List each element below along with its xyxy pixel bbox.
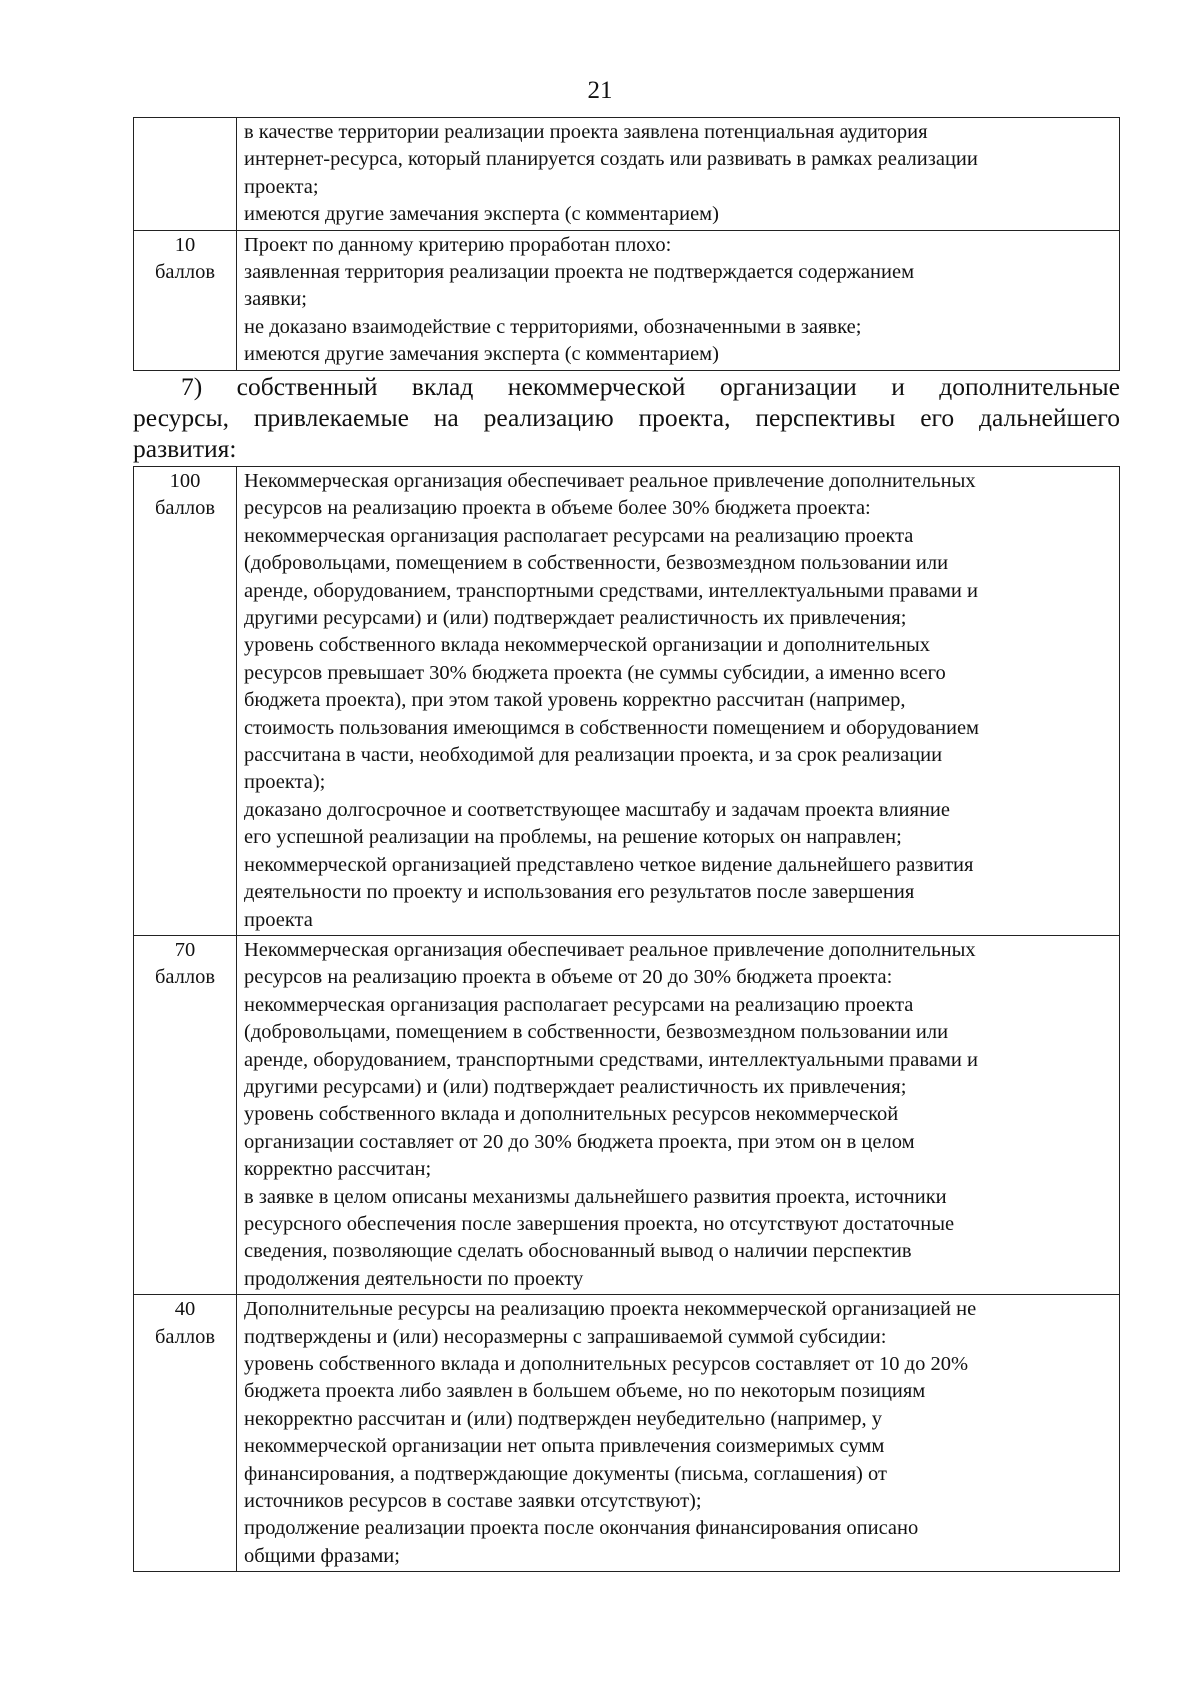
description-line: в качестве территории реализации проекта заявлена потенциальная аудитория — [244, 121, 928, 143]
description-cell — [237, 935, 1120, 1294]
criterion-heading-line: 7) собственный вклад некоммерческой организации и дополнительные — [181, 372, 1120, 401]
criteria-row — [134, 467, 1120, 936]
description-cell — [237, 1295, 1120, 1572]
description-line: Некоммерческая организация обеспечивает реальное привлечение дополнительных — [244, 938, 976, 961]
description-line: другими ресурсами) и (или) подтверждает реалистичность их привлечения; — [244, 1075, 907, 1098]
description-line: источников ресурсов в составе заявки отсутствуют); — [244, 1490, 702, 1513]
description-line: бюджета проекта), при этом такой уровень корректно рассчитан (например, — [244, 689, 906, 712]
score-cell — [134, 1295, 237, 1572]
description-line: корректно рассчитан; — [244, 1158, 432, 1181]
description-line: стоимость пользования имеющимся в собственности помещением и оборудованием — [244, 716, 980, 739]
description-line: уровень собственного вклада некоммерческой организации и дополнительных — [244, 634, 931, 657]
description-line: имеются другие замечания эксперта (с комментарием) — [244, 203, 719, 226]
criteria-row — [134, 935, 1120, 1294]
score-unit: баллов — [154, 497, 216, 520]
description-line: рассчитана в части, необходимой для реализации проекта, и за срок реализации — [244, 744, 943, 767]
score-value: 70 — [174, 938, 196, 961]
description-line: общими фразами; — [244, 1544, 400, 1567]
description-line: аренде, оборудованием, транспортными средствами, интеллектуальными правами и — [244, 1048, 978, 1071]
description-line: бюджета проекта либо заявлен в большем объеме, но по некоторым позициям — [244, 1380, 926, 1403]
description-line: продолжения деятельности по проекту — [244, 1267, 584, 1290]
description-line: имеются другие замечания эксперта (с комментарием) — [244, 343, 719, 366]
description-line: некоммерческая организация располагает ресурсами на реализацию проекта — [244, 524, 914, 547]
description-line: сведения, позволяющие сделать обоснованный вывод о наличии перспектив — [244, 1240, 912, 1263]
criterion-heading-line: ресурсы, привлекаемые на реализацию проекта, перспективы его дальнейшего — [133, 403, 1120, 432]
score-cell — [134, 467, 237, 936]
description-line: ресурсов на реализацию проекта в объеме более 30% бюджета проекта: — [244, 497, 871, 520]
description-line: заявки; — [244, 288, 307, 311]
description-line: ресурсов на реализацию проекта в объеме от 20 до 30% бюджета проекта: — [244, 966, 893, 989]
score-value: 40 — [174, 1298, 196, 1321]
description-line: финансирования, а подтверждающие документы (письма, соглашения) от — [244, 1462, 887, 1485]
description-line: проекта); — [244, 771, 326, 794]
description-line: некоммерческая организация располагает ресурсами на реализацию проекта — [244, 993, 914, 1016]
description-line: организации составляет от 20 до 30% бюджета проекта, при этом он в целом — [244, 1130, 915, 1153]
score-unit: баллов — [154, 1325, 216, 1348]
page-number: 21 — [587, 77, 613, 104]
description-line: некорректно рассчитан и (или) подтвержден неубедительно (например, у — [244, 1407, 882, 1430]
score-unit: баллов — [154, 966, 216, 989]
description-line: (добровольцами, помещением в собственности, безвозмездном пользовании или — [244, 552, 949, 575]
description-line: продолжение реализации проекта после окончания финансирования описано — [244, 1517, 919, 1540]
description-line: (добровольцами, помещением в собственности, безвозмездном пользовании или — [244, 1021, 949, 1044]
score-value: 10 — [174, 233, 196, 256]
description-line: уровень собственного вклада и дополнительных ресурсов некоммерческой — [244, 1103, 899, 1126]
criterion-7-heading — [133, 371, 1120, 464]
criterion-heading-line: развития: — [133, 434, 237, 463]
criteria-row — [134, 118, 1120, 231]
description-line: интернет-ресурса, который планируется создать или развивать в рамках реализации — [244, 148, 978, 171]
score-cell — [134, 118, 237, 231]
description-line: уровень собственного вклада и дополнительных ресурсов составляет от 10 до 20% — [244, 1353, 969, 1375]
description-cell — [237, 230, 1120, 370]
description-line: проекта; — [244, 175, 319, 198]
criteria-row — [134, 1295, 1120, 1572]
description-line: Проект по данному критерию проработан плохо: — [244, 233, 672, 256]
criteria-table-7 — [133, 466, 1120, 1572]
description-line: проекта — [244, 908, 313, 931]
description-line: ресурсного обеспечения после завершения проекта, но отсутствуют достаточные — [244, 1212, 955, 1235]
description-line: не доказано взаимодействие с территориями, обозначенными в заявке; — [244, 315, 862, 338]
score-cell — [134, 230, 237, 370]
description-line: ресурсов превышает 30% бюджета проекта (не суммы субсидии, а именно всего — [244, 661, 946, 684]
description-line: заявленная территория реализации проекта не подтверждается содержанием — [244, 261, 915, 284]
description-line: некоммерческой организации нет опыта привлечения соизмеримых сумм — [244, 1435, 885, 1458]
description-line: его успешной реализации на проблемы, на решение которых он направлен; — [244, 826, 902, 849]
description-line: Дополнительные ресурсы на реализацию проекта некоммерческой организацией не — [244, 1298, 977, 1321]
description-line: подтверждены и (или) несоразмерны с запрашиваемой суммой субсидии: — [244, 1325, 887, 1348]
criteria-table-continued — [133, 117, 1120, 371]
score-value: 100 — [169, 470, 201, 492]
score-cell — [134, 935, 237, 1294]
criteria-row — [134, 230, 1120, 370]
description-line: Некоммерческая организация обеспечивает реальное привлечение дополнительных — [244, 470, 976, 492]
description-cell — [237, 118, 1120, 231]
description-line: деятельности по проекту и использования его результатов после завершения — [244, 881, 915, 904]
description-line: другими ресурсами) и (или) подтверждает реалистичность их привлечения; — [244, 607, 907, 630]
description-line: аренде, оборудованием, транспортными средствами, интеллектуальными правами и — [244, 579, 978, 602]
description-line: в заявке в целом описаны механизмы дальнейшего развития проекта, источники — [244, 1185, 947, 1208]
score-unit: баллов — [154, 261, 216, 284]
description-line: некоммерческой организацией представлено четкое видение дальнейшего развития — [244, 853, 974, 876]
description-cell — [237, 467, 1120, 936]
description-line: доказано долгосрочное и соответствующее масштабу и задачам проекта влияние — [244, 798, 950, 821]
